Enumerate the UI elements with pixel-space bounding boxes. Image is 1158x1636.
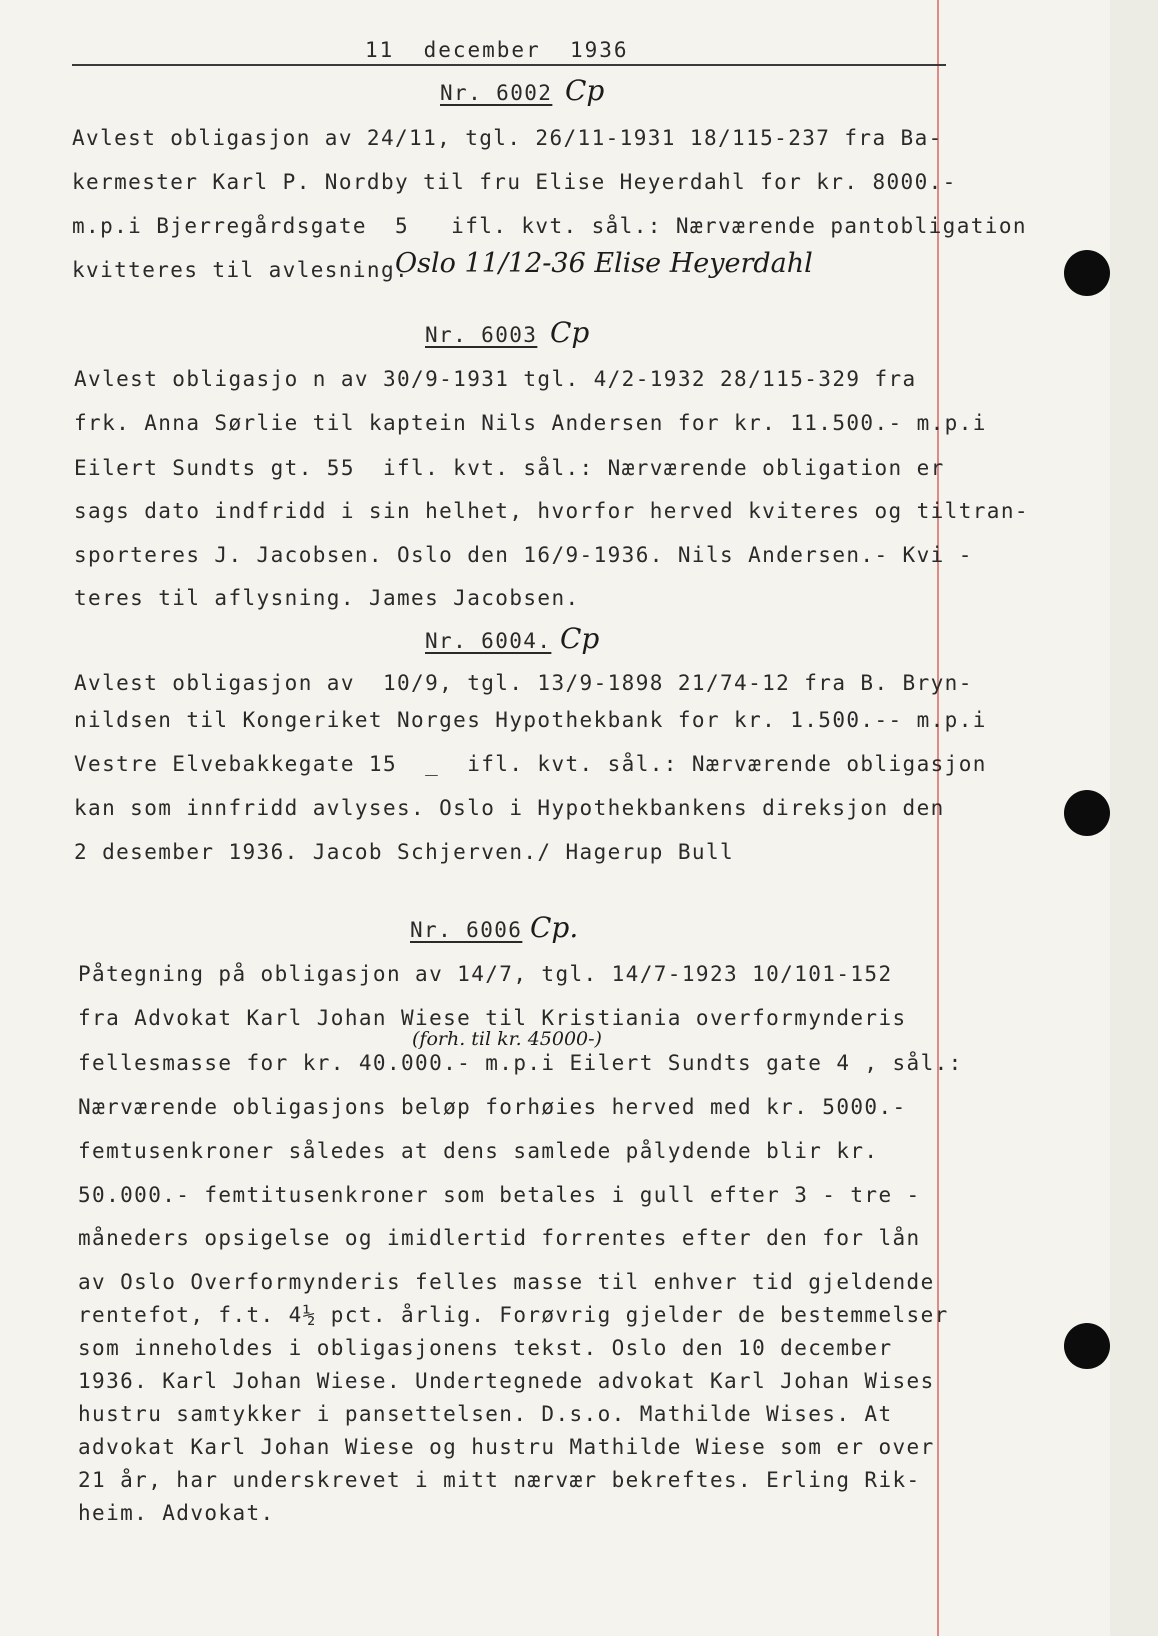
- entry-number: Nr. 6002: [440, 81, 553, 105]
- entry-number: Nr. 6003: [425, 323, 538, 347]
- entry-line: rentefot, f.t. 4½ pct. årlig. Forøvrig gjelder de bestemmelser: [78, 1303, 949, 1327]
- entry-initials: Cp: [565, 74, 605, 107]
- punch-hole-bottom: [1064, 1323, 1110, 1369]
- entry-line: av Oslo Overformynderis felles masse til enhver tid gjeldende: [78, 1270, 935, 1294]
- entry-line: teres til aflysning. James Jacobsen.: [74, 586, 580, 610]
- entry-line: kvitteres til avlesning.: [72, 258, 410, 282]
- entry-line: 21 år, har underskrevet i mitt nærvær bekreftes. Erling Rik-: [78, 1468, 921, 1492]
- entry-line: femtusenkroner således at dens samlede pålydende blir kr.: [78, 1139, 879, 1163]
- entry-line: 1936. Karl Johan Wiese. Undertegnede advokat Karl Johan Wises: [78, 1369, 935, 1393]
- entry-initials: Cp: [550, 316, 590, 349]
- entry-line: advokat Karl Johan Wiese og hustru Mathilde Wiese som er over: [78, 1435, 935, 1459]
- punch-hole-middle: [1064, 790, 1110, 836]
- entry-line: kermester Karl P. Nordby til fru Elise Heyerdahl for kr. 8000.-: [72, 170, 957, 194]
- entry-line: Vestre Elvebakkegate 15 _ ifl. kvt. sål.: Nærværende obligasjon: [74, 752, 987, 776]
- entry-line: m.p.i Bjerregårdsgate 5 ifl. kvt. sål.: Nærværende pantobligation: [72, 214, 1027, 238]
- entry-number: Nr. 6006: [410, 918, 523, 942]
- handwritten-annotation: (forh. til kr. 45000-): [412, 1028, 602, 1050]
- entry-line: fra Advokat Karl Johan Wiese til Kristiania overformynderis: [78, 1006, 907, 1030]
- entry-line: nildsen til Kongeriket Norges Hypothekbank for kr. 1.500.-- m.p.i: [74, 708, 987, 732]
- entry-line: Nærværende obligasjons beløp forhøies herved med kr. 5000.-: [78, 1095, 907, 1119]
- handwritten-signature: Oslo 11/12-36 Elise Heyerdahl: [395, 248, 813, 279]
- entry-line: Avlest obligasjo n av 30/9-1931 tgl. 4/2-1932 28/115-329 fra: [74, 367, 917, 391]
- entry-line: sporteres J. Jacobsen. Oslo den 16/9-1936. Nils Andersen.- Kvi -: [74, 543, 973, 567]
- entry-line: heim. Advokat.: [78, 1501, 275, 1525]
- entry-initials: Cp.: [530, 911, 579, 944]
- entry-line: måneders opsigelse og imidlertid forrentes efter den for lån: [78, 1226, 921, 1250]
- header-rule: [72, 64, 946, 66]
- punch-hole-top: [1064, 250, 1110, 296]
- entry-line: som inneholdes i obligasjonens tekst. Oslo den 10 december: [78, 1336, 893, 1360]
- entry-line: 50.000.- femtitusenkroner som betales i gull efter 3 - tre -: [78, 1183, 921, 1207]
- entry-initials: Cp: [560, 622, 600, 655]
- entry-line: Eilert Sundts gt. 55 ifl. kvt. sål.: Nærværende obligation er: [74, 456, 945, 480]
- entry-line: frk. Anna Sørlie til kaptein Nils Andersen for kr. 11.500.- m.p.i: [74, 411, 987, 435]
- entry-line: 2 desember 1936. Jacob Schjerven./ Hagerup Bull: [74, 840, 735, 864]
- page-date: 11 december 1936: [365, 38, 629, 62]
- entry-line: fellesmasse for kr. 40.000.- m.p.i Eilert Sundts gate 4 , sål.:: [78, 1051, 963, 1075]
- entry-line: sags dato indfridd i sin helhet, hvorfor herved kviteres og tiltran-: [74, 499, 1029, 523]
- entry-line: Påtegning på obligasjon av 14/7, tgl. 14/7-1923 10/101-152: [78, 962, 893, 986]
- entry-line: Avlest obligasjon av 24/11, tgl. 26/11-1931 18/115-237 fra Ba-: [72, 126, 943, 150]
- entry-number: Nr. 6004.: [425, 629, 552, 653]
- entry-line: kan som innfridd avlyses. Oslo i Hypothekbankens direksjon den: [74, 796, 945, 820]
- entry-line: hustru samtykker i pansettelsen. D.s.o. Mathilde Wises. At: [78, 1402, 893, 1426]
- entry-line: Avlest obligasjon av 10/9, tgl. 13/9-1898 21/74-12 fra B. Bryn-: [74, 671, 973, 695]
